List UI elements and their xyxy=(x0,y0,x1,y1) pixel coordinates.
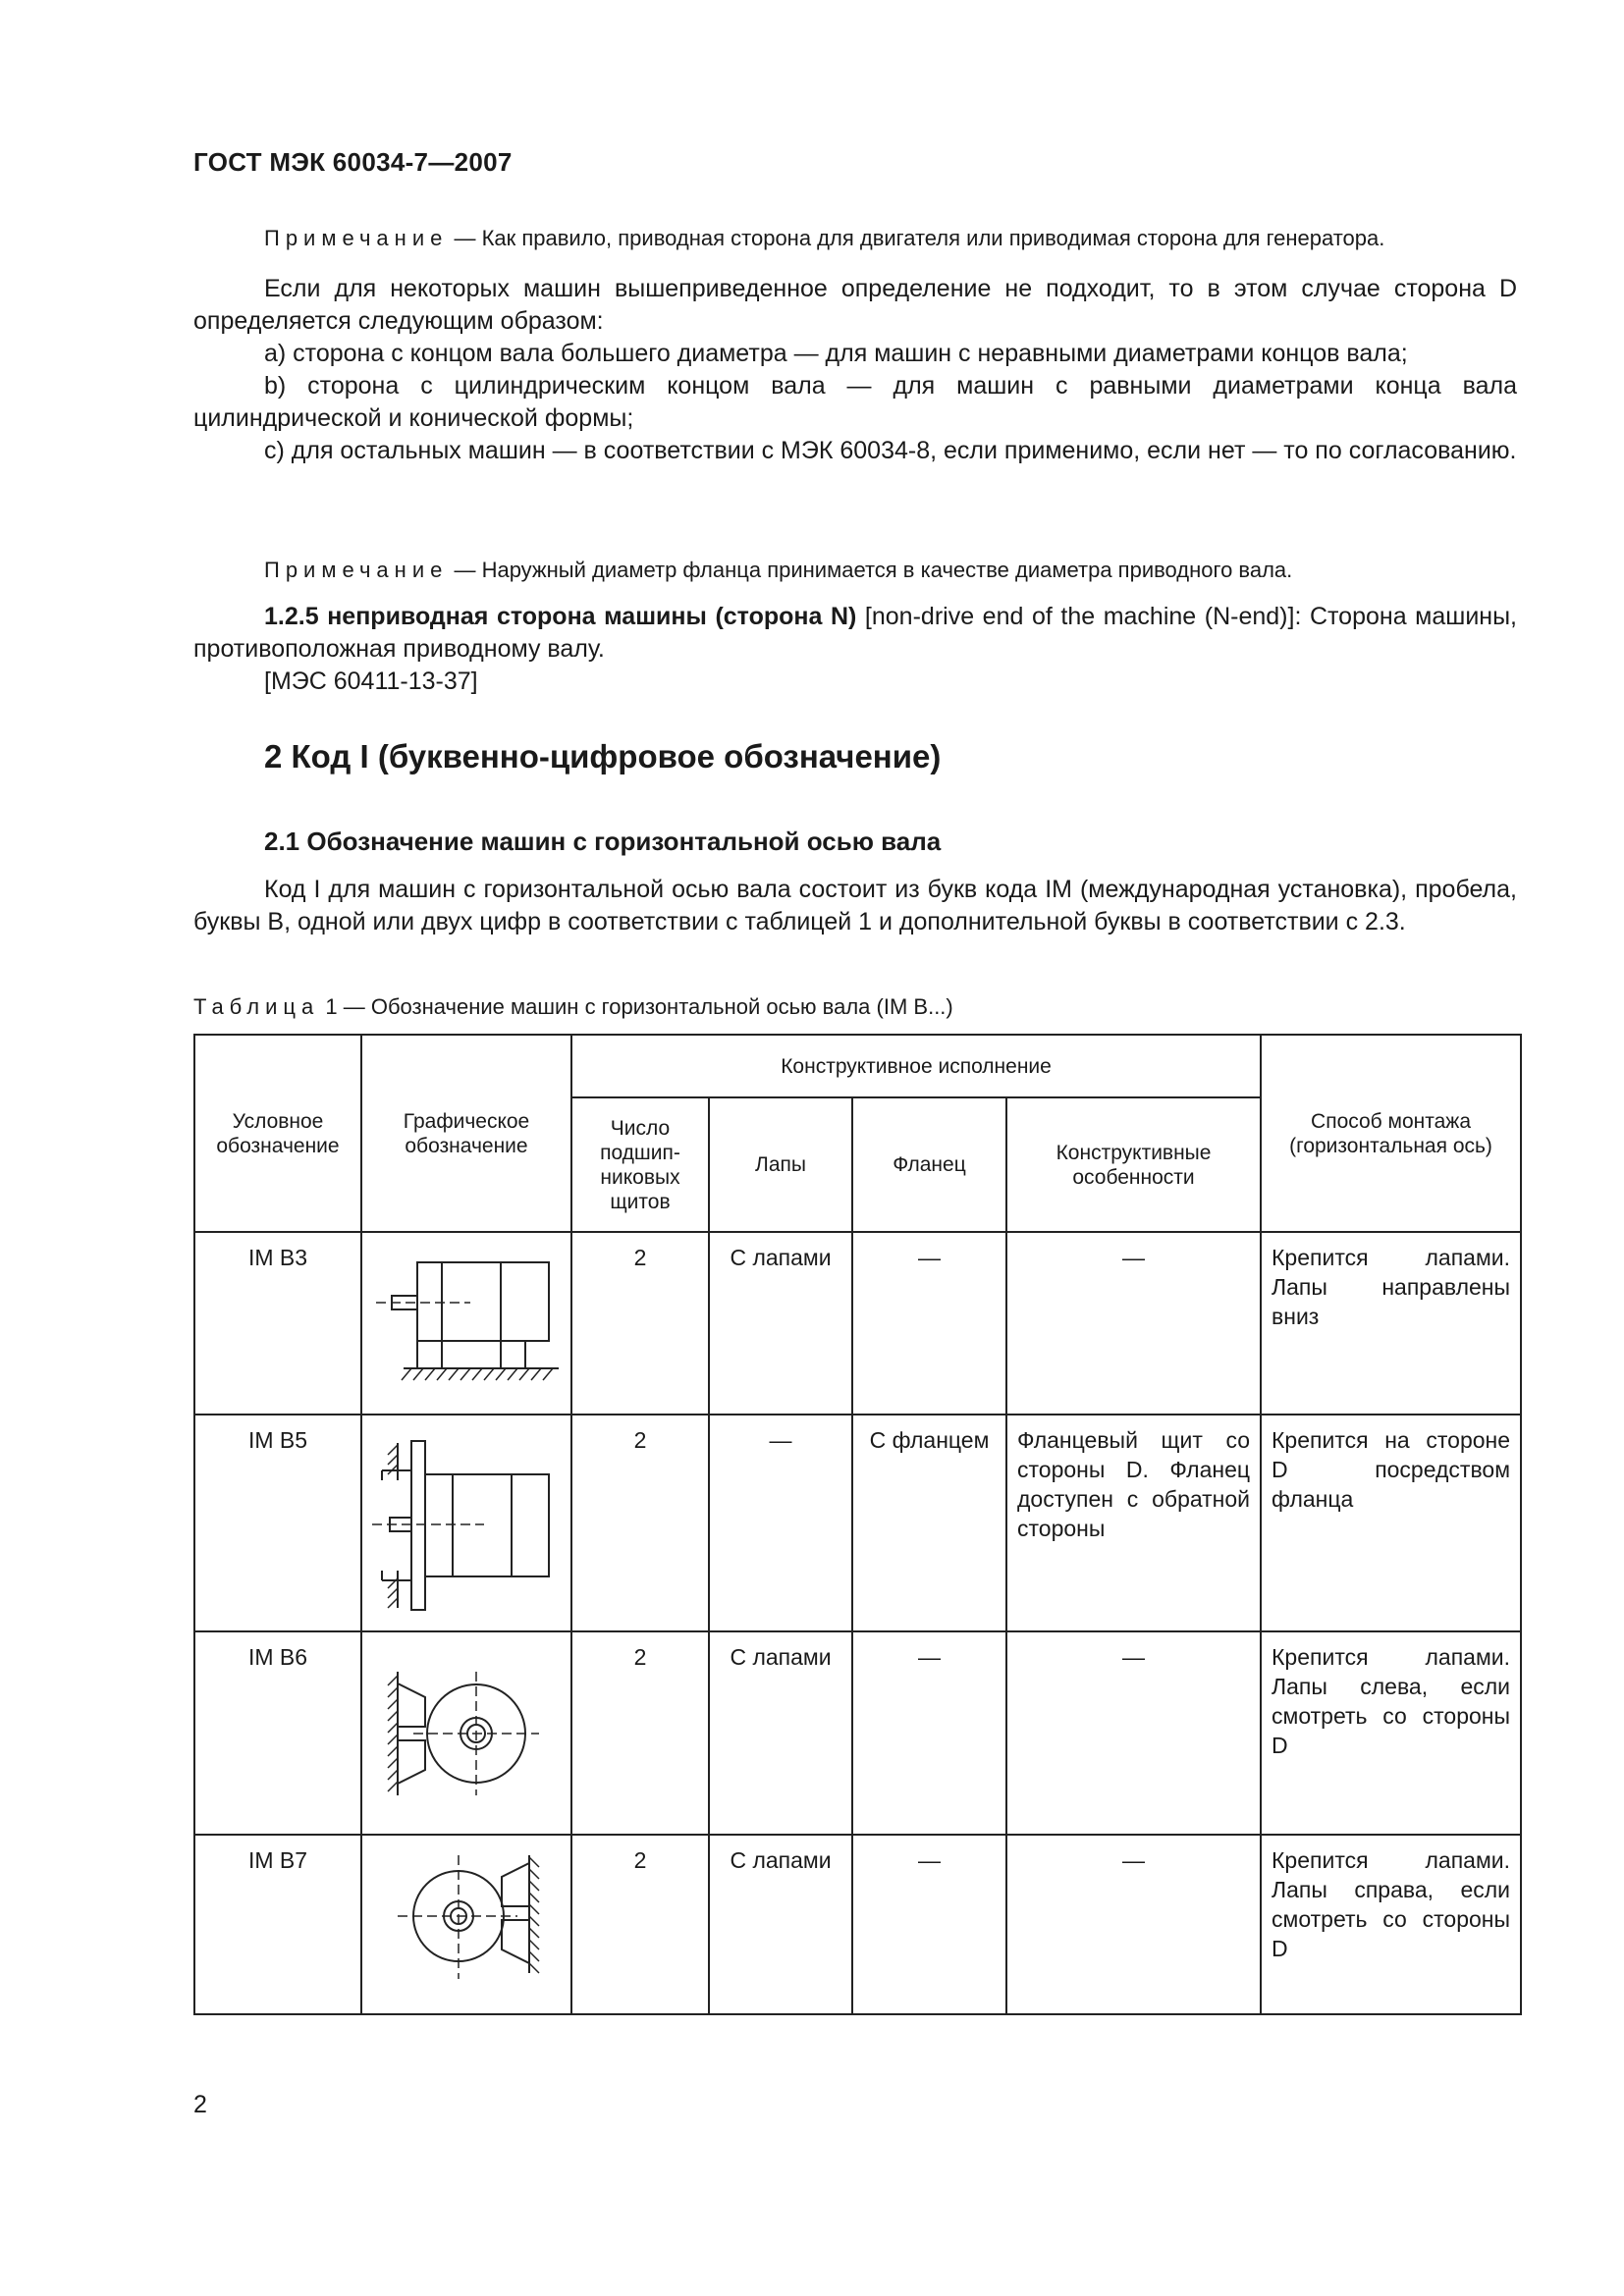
cell-flange: С фланцем xyxy=(852,1415,1006,1631)
header-design-group: Конструктивное исполнение xyxy=(571,1035,1261,1097)
cell-mounting: Крепится лапами. Лапы слева, если смотреть со стороны D xyxy=(1261,1631,1521,1835)
cell-mounting: Крепится лапами. Лапы справа, если смотреть со стороны D xyxy=(1261,1835,1521,2014)
list-item-c: c) для остальных машин — в соответствии с МЭК 60034-8, если применимо, если нет — то по согласованию. xyxy=(264,437,1517,464)
definition-reference: [МЭС 60411-13-37] xyxy=(264,667,478,695)
cell-code: IM B5 xyxy=(194,1415,361,1631)
cell-shields: 2 xyxy=(571,1232,709,1415)
header-designation: Условное обозначение xyxy=(194,1035,361,1232)
header-mounting: Способ монтажа (горизонтальная ось) xyxy=(1261,1035,1521,1232)
subsection-title: 2.1 Обозначение машин с горизонтальной осью вала xyxy=(264,827,942,856)
cell-feet: С лапами xyxy=(709,1232,852,1415)
motor-foot-mounted-drawing xyxy=(362,1233,572,1412)
cell-flange: — xyxy=(852,1835,1006,2014)
table-caption: Таблица 1 — Обозначение машин с горизонтальной осью вала (IM B...) xyxy=(193,994,953,1019)
cell-shields: 2 xyxy=(571,1415,709,1631)
cell-mounting: Крепится лапами. Лапы направлены вниз xyxy=(1261,1232,1521,1415)
header-graphic: Графическое обозначение xyxy=(361,1035,571,1232)
list-item-a: a) сторона с концом вала большего диаметра — для машин с неравными диаметрами концов вала; xyxy=(264,340,1408,367)
cell-features: Фланцевый щит со стороны D. Фланец доступен с обратной стороны xyxy=(1006,1415,1261,1631)
table-row xyxy=(194,1415,1521,1631)
header-shields: Число подшип-никовых щитов xyxy=(571,1097,709,1232)
paragraph-1: Если для некоторых машин вышеприведенное определение не подходит, то в этом случае сторона D определяется следующим образом: xyxy=(193,275,1517,335)
page-number: 2 xyxy=(193,2091,207,2118)
definition-1-2-5: 1.2.5 неприводная сторона машины (сторона N) [non-drive end of the machine (N-end)]: Сторона машины, противоположная приводному валу. xyxy=(193,603,1518,663)
list-item-b: b) сторона с цилиндрическим концом вала — для машин с равными диаметрами конца вала цилиндрической и конической формы; xyxy=(193,372,1517,432)
figure-im-b6 xyxy=(361,1631,571,1835)
figure-im-b3 xyxy=(361,1232,571,1415)
table-row xyxy=(194,1835,1521,2014)
cell-feet: — xyxy=(709,1415,852,1631)
paragraph-2: Код I для машин с горизонтальной осью вала состоит из букв кода IM (международная установка), пробела, буквы В, одной или двух цифр в соответствии с таблицей 1 и дополнительной буквы в соответствии с 2.3. xyxy=(193,876,1517,935)
cell-feet: С лапами xyxy=(709,1631,852,1835)
section-title: 2 Код I (буквенно-цифровое обозначение) xyxy=(264,738,942,774)
cell-flange: — xyxy=(852,1232,1006,1415)
header-feet: Лапы xyxy=(709,1097,852,1232)
cell-features: — xyxy=(1006,1631,1261,1835)
document-header: ГОСТ МЭК 60034-7—2007 xyxy=(193,147,513,177)
cell-code: IM B3 xyxy=(194,1232,361,1415)
cell-features: — xyxy=(1006,1835,1261,2014)
motor-wall-feet-right-drawing xyxy=(362,1836,572,2011)
cell-shields: 2 xyxy=(571,1631,709,1835)
cell-features: — xyxy=(1006,1232,1261,1415)
cell-code: IM B7 xyxy=(194,1835,361,2014)
cell-flange: — xyxy=(852,1631,1006,1835)
note-1: Примечание — Как правило, приводная сторона для двигателя или приводимая сторона для генератора. xyxy=(264,226,1385,250)
header-features: Конструктивные особенности xyxy=(1006,1097,1261,1232)
figure-im-b5 xyxy=(361,1415,571,1631)
motor-wall-feet-left-drawing xyxy=(362,1632,572,1832)
note-2: Примечание — Наружный диаметр фланца принимается в качестве диаметра приводного вала. xyxy=(264,558,1293,582)
cell-feet: С лапами xyxy=(709,1835,852,2014)
motor-flange-mounted-drawing xyxy=(362,1415,572,1629)
cell-shields: 2 xyxy=(571,1835,709,2014)
table-row xyxy=(194,1631,1521,1835)
designation-table xyxy=(193,1034,1522,2015)
table-row xyxy=(194,1232,1521,1415)
header-flange: Фланец xyxy=(852,1097,1006,1232)
cell-mounting: Крепится на стороне D посредством фланца xyxy=(1261,1415,1521,1631)
figure-im-b7 xyxy=(361,1835,571,2014)
cell-code: IM B6 xyxy=(194,1631,361,1835)
